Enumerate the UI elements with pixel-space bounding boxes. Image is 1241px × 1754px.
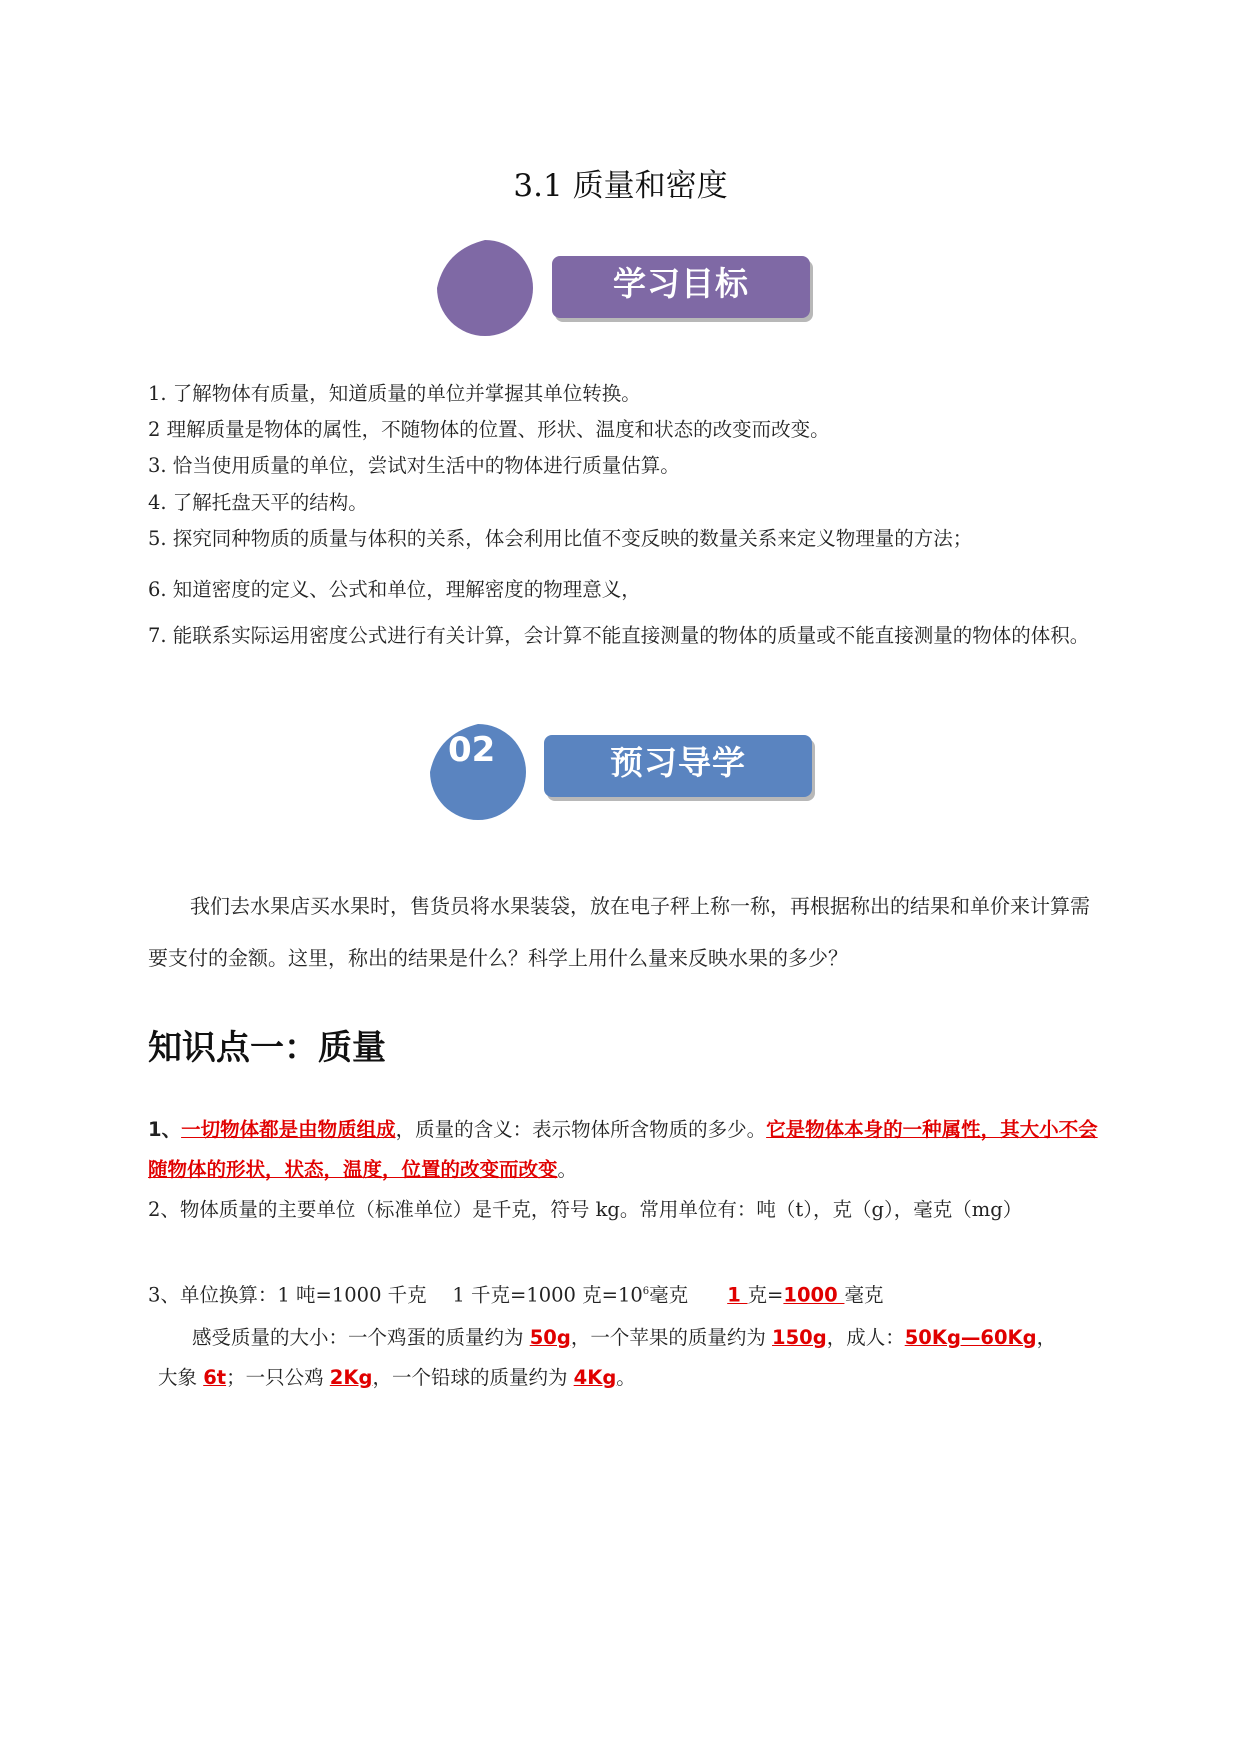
goal-item: 1. 了解物体有质量，知道质量的单位并掌握其单位转换。	[148, 382, 641, 405]
highlight-text: 1	[727, 1283, 748, 1307]
highlight-text: 2Kg	[329, 1366, 373, 1389]
body-text: ，一个铅球的质量约为	[372, 1366, 574, 1389]
highlight-text: 50g	[529, 1326, 571, 1349]
banner-label: 预习导学	[544, 735, 812, 797]
highlight-text: 4Kg	[573, 1366, 617, 1389]
body-text: 感受质量的大小：一个鸡蛋的质量约为	[192, 1326, 530, 1349]
section-banner-goals	[435, 238, 815, 338]
highlight-text: 6t	[203, 1366, 227, 1389]
goal-item: 6. 知道密度的定义、公式和单位，理解密度的物理意义，	[148, 578, 641, 601]
kp-item-4	[192, 1318, 1104, 1358]
body-text: 。	[557, 1158, 578, 1181]
kp-item-4-cont	[158, 1358, 1108, 1398]
banner-circle-icon	[435, 238, 535, 338]
highlight-text: 50Kg—60Kg	[904, 1326, 1037, 1349]
body-text: 大象	[158, 1366, 204, 1389]
superscript: 6	[642, 1286, 650, 1297]
body-text: ，	[1036, 1326, 1057, 1349]
kp-item-1	[148, 1110, 1098, 1190]
highlight-text: 150g	[772, 1326, 827, 1349]
body-text: ，质量的含义：表示物体所含物质的多少。	[395, 1118, 767, 1141]
goal-item: 4. 了解托盘天平的结构。	[148, 491, 368, 514]
knowledge-point-title: 知识点一：质量	[148, 1028, 386, 1068]
highlight-text: 它是物体本身的一种属性，其大小不会随物体的形状，状态，温度，位置的改变而改变	[148, 1118, 1098, 1181]
goal-item: 5. 探究同种物质的质量与体积的关系，体会利用比值不变反映的数量关系来定义物理量的方法；	[148, 527, 973, 550]
kp-item-3	[148, 1272, 1098, 1316]
intro-paragraph: 我们去水果店买水果时，售货员将水果装袋，放在电子秤上称一称，再根据称出的结果和单价来计算需要支付的金额。这里，称出的结果是什么？科学上用什么量来反映水果的多少？	[148, 894, 1090, 970]
page-title: 3.1 质量和密度	[513, 168, 728, 204]
body-text: ，成人：	[826, 1326, 905, 1349]
body-text: 毫克	[844, 1283, 884, 1307]
highlight-text: 一切物体都是由物质组成	[181, 1118, 396, 1141]
body-text: 。	[616, 1366, 636, 1389]
goal-item: 7. 能联系实际运用密度公式进行有关计算，会计算不能直接测量的物体的质量或不能直接测量的物体的体积。	[148, 624, 1090, 647]
goal-item: 2 理解质量是物体的属性，不随物体的位置、形状、温度和状态的改变而改变。	[148, 418, 830, 441]
banner-number: 02	[448, 730, 496, 770]
section-banner-preview	[428, 722, 828, 822]
body-text: ，一个苹果的质量约为	[570, 1326, 773, 1349]
banner-label: 学习目标	[552, 256, 810, 318]
kp-item-2: 2、物体质量的主要单位（标准单位）是千克，符号 kg。常用单位有：吨（t），克（g），毫克（mg）	[148, 1198, 1023, 1221]
body-text: 克=	[747, 1283, 784, 1307]
item-number: 1、	[148, 1118, 182, 1141]
highlight-text: 1000	[783, 1283, 845, 1307]
goal-item: 3. 恰当使用质量的单位，尝试对生活中的物体进行质量估算。	[148, 454, 680, 477]
body-text: ；一只公鸡	[226, 1366, 330, 1389]
body-text: 3、单位换算：1 吨=1000 千克 1 千克=1000 克=10	[148, 1283, 643, 1307]
body-text: 毫克	[649, 1283, 728, 1307]
